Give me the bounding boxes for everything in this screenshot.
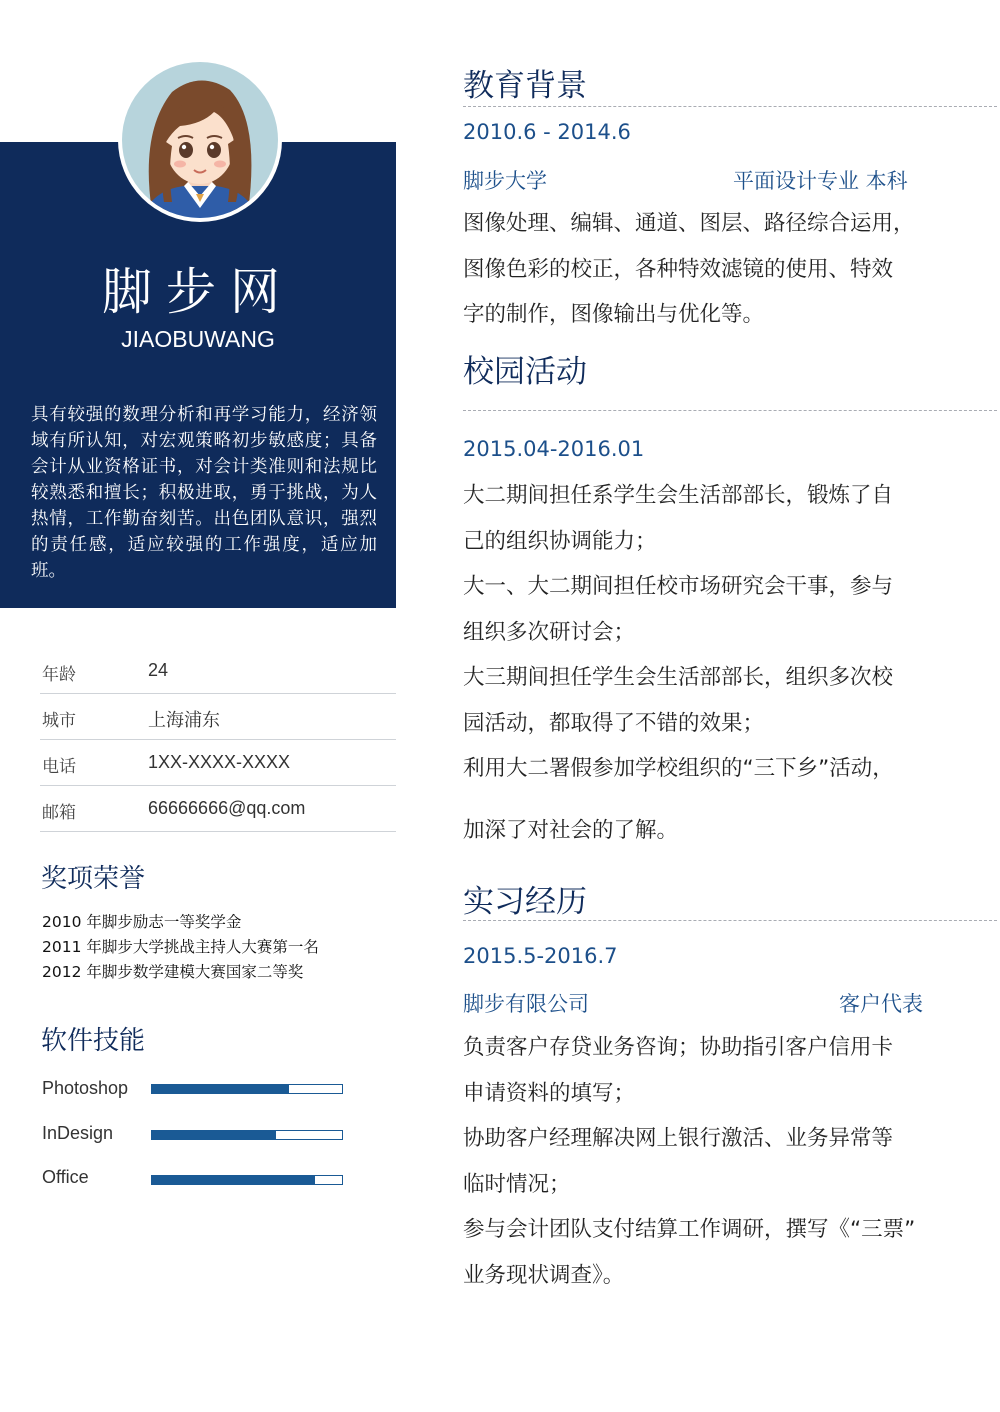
info-row-phone bbox=[40, 740, 396, 786]
campus-heading: 校园活动 bbox=[463, 354, 587, 390]
skill-fill bbox=[152, 1131, 276, 1139]
info-label: 邮箱 bbox=[42, 803, 76, 823]
text-line: 申请资料的填写； bbox=[463, 1080, 636, 1106]
text-line: 参与会计团队支付结算工作调研，撰写《“三票” bbox=[463, 1217, 916, 1242]
text-line: 协助客户经理解决网上银行激活、业务异常等 bbox=[463, 1126, 894, 1151]
skill-label: Photoshop bbox=[42, 1078, 129, 1098]
text-line: 字的制作，图像输出与优化等。 bbox=[463, 302, 765, 327]
internship-date: 2015.5-2016.7 bbox=[463, 944, 618, 968]
section-divider bbox=[463, 106, 997, 107]
skill-fill bbox=[152, 1085, 289, 1093]
skill-bar-office bbox=[151, 1175, 343, 1185]
education-school: 脚步大学 bbox=[463, 169, 547, 193]
profile-summary: 具有较强的数理分析和再学习能力，经济领域有所认知，对宏观策略初步敏感度；具备会计从业资格证书，对会计类准则和法规比较熟悉和擅长；积极进取，勇于挑战，为人热情，工作勤奋刻苦。出色团队意识，强烈的责任感，适应较强的工作强度，适应加班。 bbox=[31, 405, 377, 581]
education-description bbox=[463, 201, 943, 338]
campus-last-line bbox=[463, 808, 943, 854]
skill-bar-indesign bbox=[151, 1130, 343, 1140]
text-line: 临时情况； bbox=[463, 1171, 571, 1197]
info-value: 24 bbox=[148, 660, 169, 680]
avatar-illustration bbox=[122, 62, 278, 218]
text-line: 大二期间担任系学生会生活部部长，锻炼了自 bbox=[463, 483, 894, 508]
internship-heading: 实习经历 bbox=[463, 884, 587, 920]
skill-fill bbox=[152, 1176, 315, 1184]
internship-description bbox=[463, 1025, 943, 1298]
info-row-email bbox=[40, 786, 396, 832]
info-row-age bbox=[40, 648, 396, 694]
info-value: 66666666@qq.com bbox=[148, 798, 306, 818]
award-item: 2011 年脚步大学挑战主持人大赛第一名 bbox=[42, 938, 319, 956]
profile-pinyin: JIAOBUWANG bbox=[121, 326, 275, 352]
profile-name: 脚步网 bbox=[102, 263, 294, 321]
text-line: 大三期间担任学生会生活部部长，组织多次校 bbox=[463, 665, 894, 690]
info-label: 电话 bbox=[42, 757, 76, 777]
award-item: 2012 年脚步数学建模大赛国家二等奖 bbox=[42, 963, 304, 981]
personal-info-table bbox=[40, 648, 396, 832]
info-value: 上海浦东 bbox=[148, 710, 220, 730]
section-divider bbox=[463, 410, 997, 411]
text-line: 己的组织协调能力； bbox=[463, 528, 657, 554]
skills-heading: 软件技能 bbox=[41, 1026, 146, 1056]
campus-description bbox=[463, 473, 943, 792]
education-date: 2010.6 - 2014.6 bbox=[463, 120, 631, 144]
avatar bbox=[118, 58, 282, 222]
avatar-portrait bbox=[122, 62, 278, 218]
text-line: 加深了对社会的了解。 bbox=[463, 818, 679, 843]
awards-heading: 奖项荣誉 bbox=[41, 864, 146, 894]
text-line: 图像处理、编辑、通道、图层、路径综合运用， bbox=[463, 211, 915, 236]
award-item: 2010 年脚步励志一等奖学金 bbox=[42, 913, 242, 931]
text-line: 大一、大二期间担任校市场研究会干事，参与 bbox=[463, 574, 894, 599]
section-divider bbox=[463, 920, 997, 921]
skill-label: InDesign bbox=[42, 1123, 114, 1143]
text-line: 园活动，都取得了不错的效果； bbox=[463, 710, 765, 736]
text-line: 利用大二署假参加学校组织的“三下乡”活动， bbox=[463, 756, 894, 781]
info-value: 1XX-XXXX-XXXX bbox=[148, 752, 291, 772]
text-line: 组织多次研讨会； bbox=[463, 619, 636, 645]
text-line: 图像色彩的校正，各种特效滤镜的使用、特效 bbox=[463, 256, 894, 282]
awards-list bbox=[42, 910, 319, 985]
text-line: 业务现状调查》。 bbox=[463, 1262, 625, 1288]
skill-bar-photoshop bbox=[151, 1084, 343, 1094]
skill-label: Office bbox=[42, 1167, 89, 1187]
internship-company: 脚步有限公司 bbox=[463, 992, 589, 1016]
campus-date: 2015.04-2016.01 bbox=[463, 437, 645, 461]
info-label: 城市 bbox=[42, 711, 76, 731]
internship-role: 客户代表 bbox=[839, 992, 923, 1016]
education-major: 平面设计专业 本科 bbox=[733, 169, 908, 193]
education-heading: 教育背景 bbox=[463, 68, 587, 104]
text-line: 负责客户存贷业务咨询；协助指引客户信用卡 bbox=[463, 1035, 894, 1060]
info-label: 年龄 bbox=[42, 665, 76, 685]
info-row-city bbox=[40, 694, 396, 740]
